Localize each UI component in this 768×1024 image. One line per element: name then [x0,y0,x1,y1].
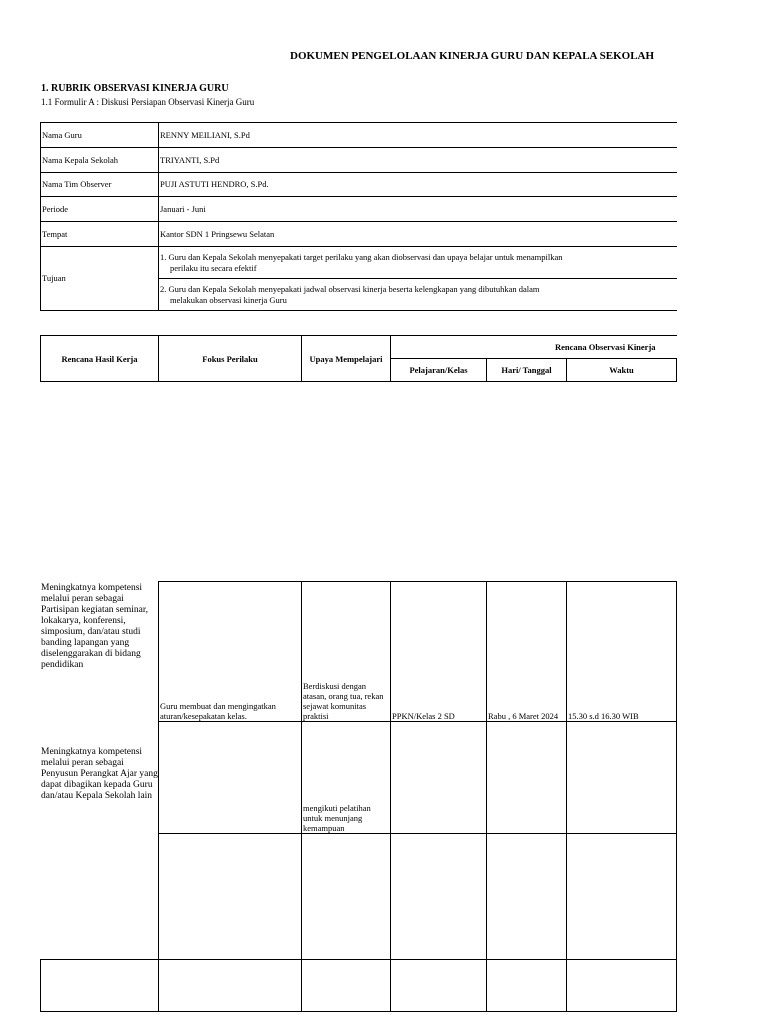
info-row-tujuan-1 [41,247,677,279]
section-heading: 1. RUBRIK OBSERVASI KINERJA GURU [41,83,229,94]
observer-value: PUJI ASTUTI HENDRO, S.Pd. [159,173,677,197]
tujuan-2-line-a: 2. Guru dan Kepala Sekolah menyepakati jadwal observasi kinerja beserta kelengkapan yang dibutuhkan dalam [160,283,540,294]
row1-waktu: 15.30 s.d 16.30 WIB [567,582,677,722]
kepala-value: TRIYANTI, S.Pd [159,148,677,173]
row2-waktu [567,722,677,834]
row1-rencana-hasil: Meningkatnya kompetensi melalui peran sebagai Partisipan kegiatan seminar, lokakarya, konferensi, simposium, dan/atau studi banding lapangan yang diselenggarakan di bidang pendidikan [41,583,148,670]
row3-waktu [567,834,677,960]
col-upaya-mempelajari: Upaya Mempelajari [302,336,391,382]
col-rencana-observasi: Rencana Observasi Kinerja [391,336,677,359]
observer-label: Nama Tim Observer [41,173,159,197]
document-title: DOKUMEN PENGELOLAAN KINERJA GURU DAN KEPALA SEKOLAH [290,50,655,62]
col-fokus-perilaku: Fokus Perilaku [159,336,302,382]
row3-col-a [41,834,159,960]
row2-col-a [41,722,159,834]
row4-pelajaran [391,960,487,1012]
kepala-label: Nama Kepala Sekolah [41,148,159,173]
row4-col-a [41,960,159,1012]
row4-hari [487,960,567,1012]
tujuan-1 [159,247,677,279]
row4-fokus [159,960,302,1012]
row1-hari: Rabu , 6 Maret 2024 [487,582,567,722]
plan-body-table [40,581,677,1012]
nama-guru-value: RENNY MEILIANI, S.Pd [159,123,677,148]
table-row [41,834,677,960]
col-rencana-hasil: Rencana Hasil Kerja [41,336,159,382]
info-table [40,122,677,311]
plan-header-table [40,335,677,382]
row3-fokus [159,834,302,960]
row2-hari [487,722,567,834]
row3-pelajaran [391,834,487,960]
row4-upaya [302,960,391,1012]
tujuan-label: Tujuan [41,247,159,311]
row4-waktu [567,960,677,1012]
info-row-nama-guru [41,123,677,148]
tujuan-1-line-a: 1. Guru dan Kepala Sekolah menyepakati target perilaku yang akan diobservasi dan upaya belajar untuk menampilkan [160,251,563,262]
periode-value: Januari - Juni [159,197,677,222]
row1-fokus: Guru membuat dan mengingatkan aturan/kesepakatan kelas. [159,582,302,722]
row1-pelajaran: PPKN/Kelas 2 SD [391,582,487,722]
tujuan-1-line-b: perilaku itu secara efektif [170,262,257,273]
col-pelajaran-kelas: Pelajaran/Kelas [391,359,487,382]
row2-upaya: mengikuti pelatihan untuk menunjang kemampuan [302,722,391,834]
info-row-kepala [41,148,677,173]
info-row-tempat [41,222,677,247]
row1-upaya: Berdiskusi dengan atasan, orang tua, rekan sejawat komunitas praktisi [302,582,391,722]
nama-guru-label: Nama Guru [41,123,159,148]
row2-rencana-hasil: Meningkatnya kompetensi melalui peran sebagai Penyusun Perangkat Ajar yang dapat dibagikan kepada Guru dan/atau Kepala Sekolah lain [41,747,158,801]
table-row [41,960,677,1012]
table-row [41,722,677,834]
info-row-periode [41,197,677,222]
row3-upaya [302,834,391,960]
table-row [41,582,677,722]
subsection-heading: 1.1 Formulir A : Diskusi Persiapan Observasi Kinerja Guru [41,97,255,107]
col-hari-tanggal: Hari/ Tanggal [487,359,567,382]
row3-hari [487,834,567,960]
tempat-value: Kantor SDN 1 Pringsewu Selatan [159,222,677,247]
tujuan-2-line-b: melakukan observasi kinerja Guru [170,294,287,305]
tempat-label: Tempat [41,222,159,247]
periode-label: Periode [41,197,159,222]
info-row-observer [41,173,677,197]
row2-pelajaran [391,722,487,834]
row2-fokus [159,722,302,834]
col-waktu: Waktu [567,359,677,382]
row1-col-a [41,582,159,722]
tujuan-2 [159,279,677,311]
